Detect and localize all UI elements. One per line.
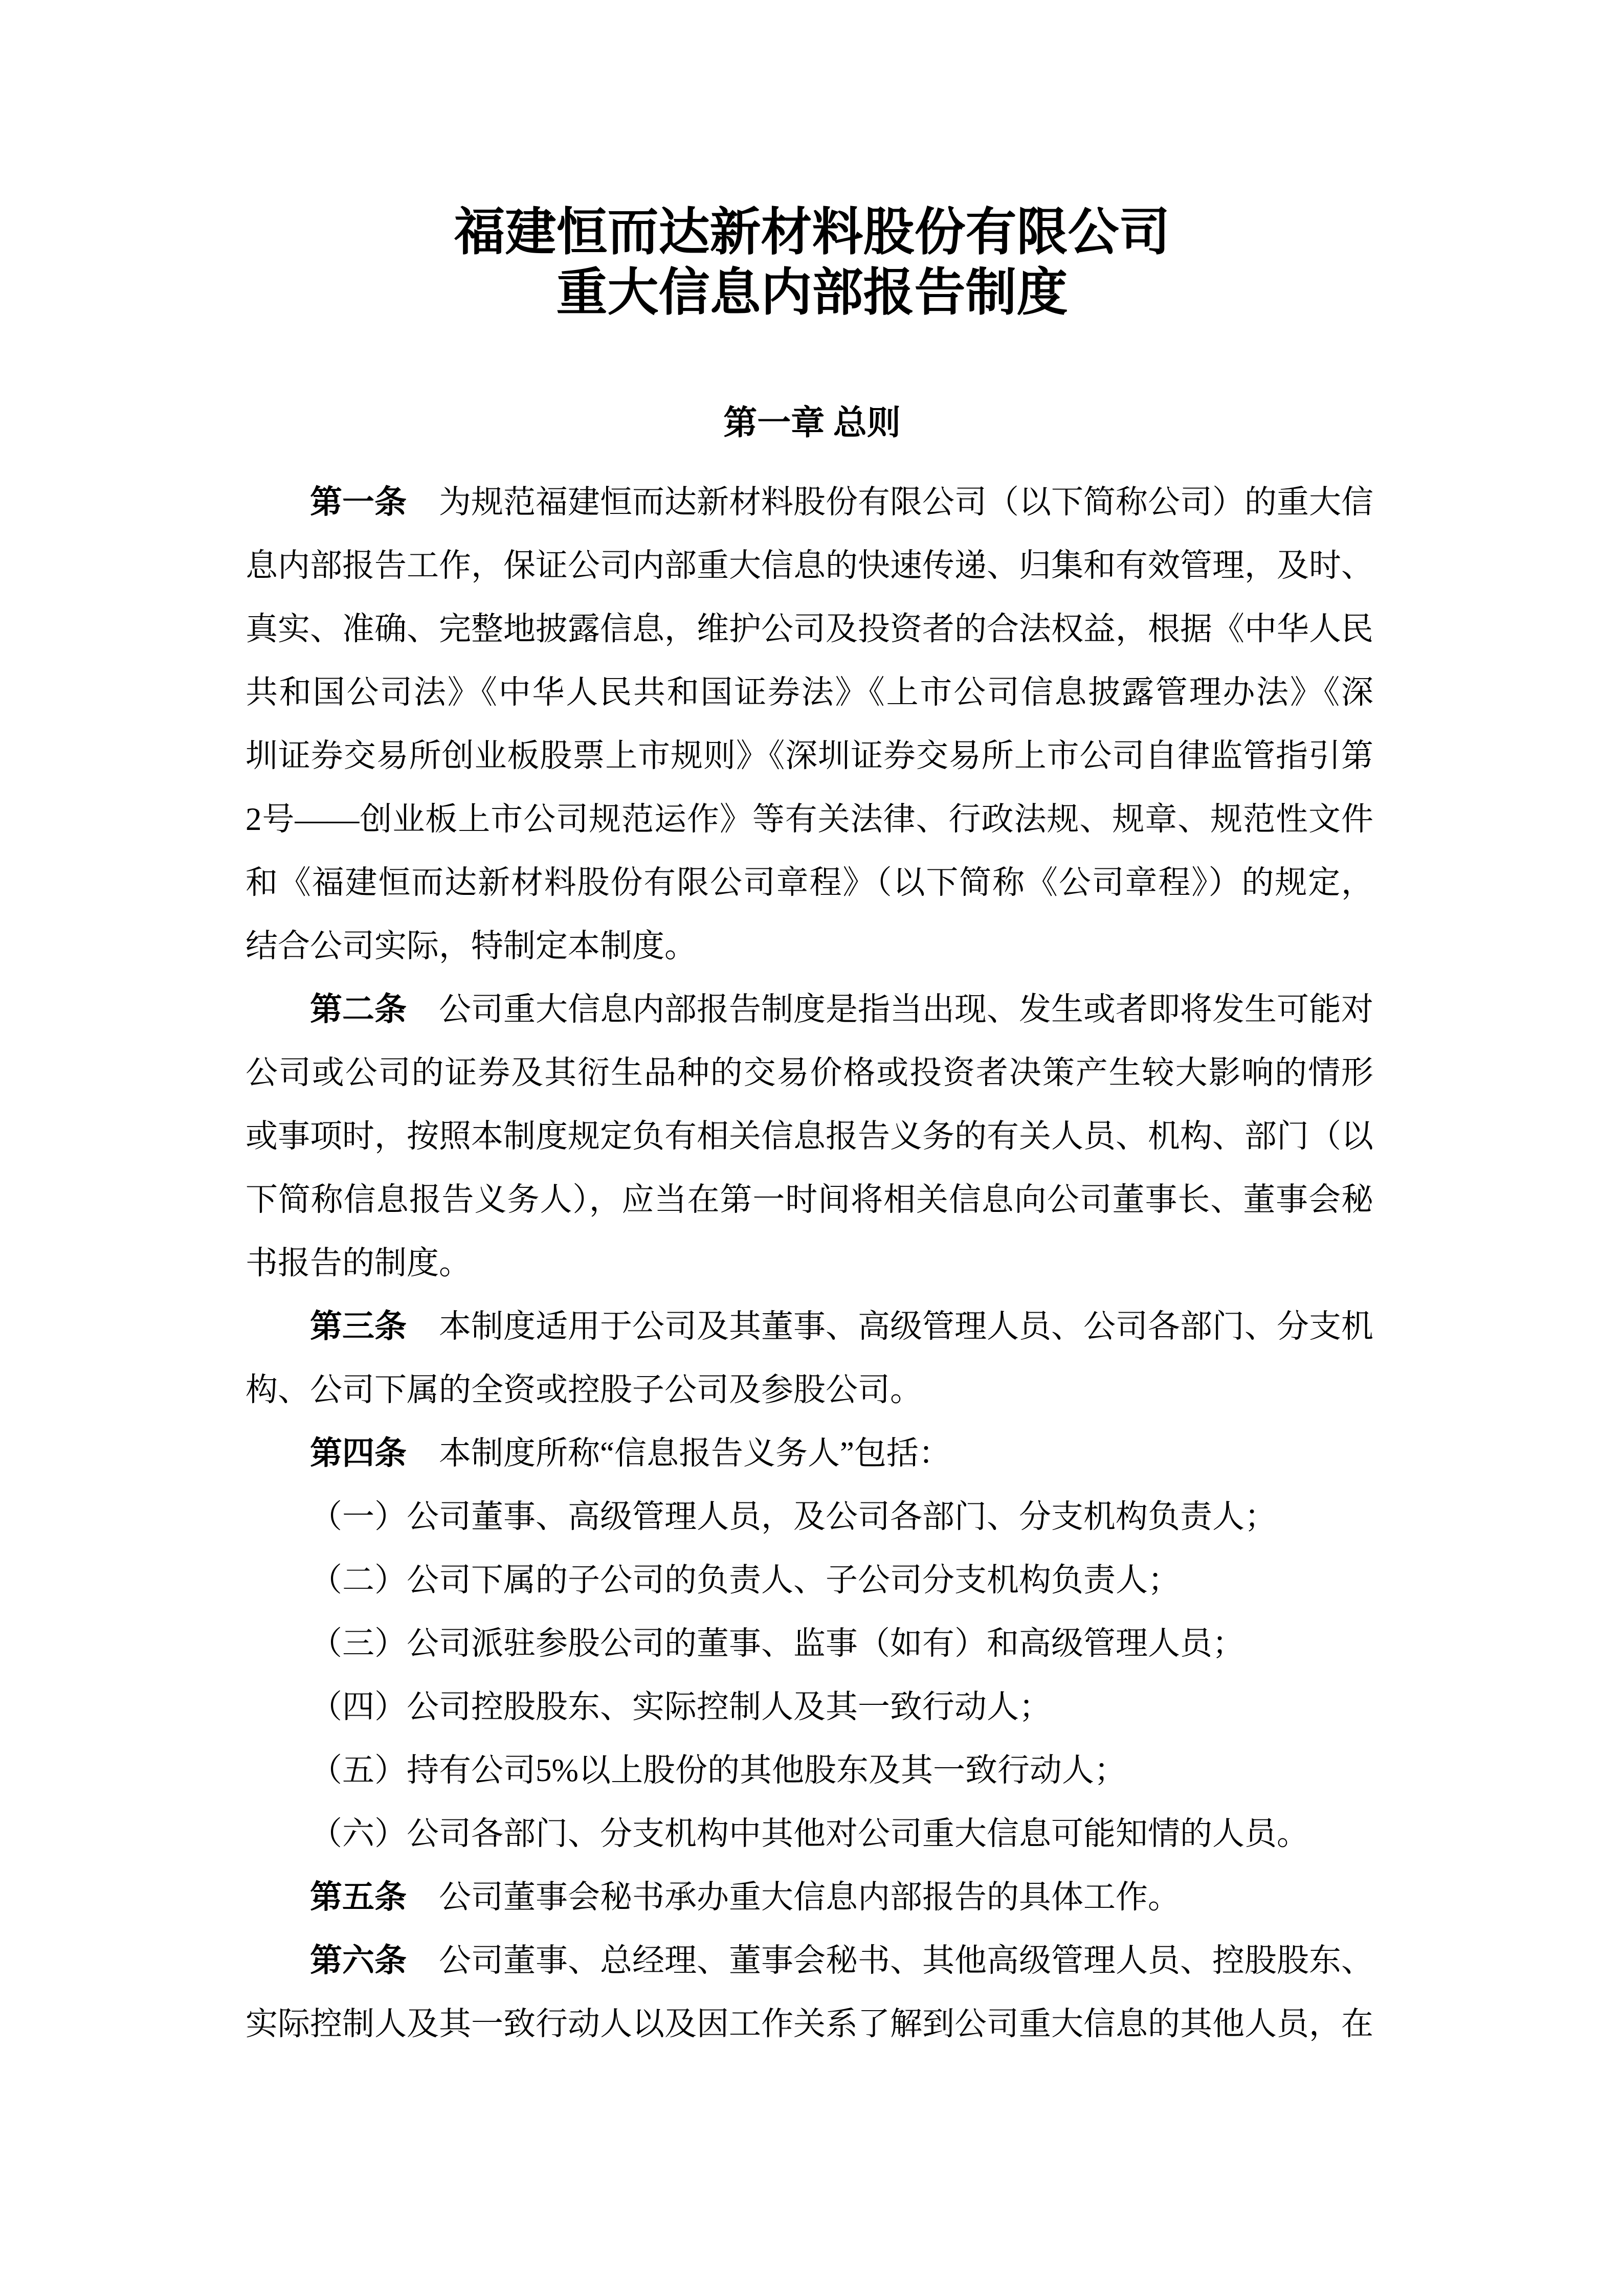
body-line xyxy=(246,914,1373,978)
body-line xyxy=(246,1802,1373,1865)
body-line xyxy=(246,661,1373,724)
body-line xyxy=(246,724,1373,787)
body-line xyxy=(246,1358,1373,1422)
body-line xyxy=(246,1485,1373,1548)
body-line-text: 公司董事会秘书承办重大信息内部报告的具体工作。 xyxy=(407,1879,1180,1915)
body-line xyxy=(246,1929,1373,1992)
body-line-text: （六）公司各部门、分支机构中其他对公司重大信息可能知情的人员。 xyxy=(310,1816,1309,1852)
body-line xyxy=(246,1865,1373,1929)
body-line xyxy=(246,1295,1373,1358)
document-title-company: 福建恒而达新材料股份有限公司 xyxy=(454,204,1170,261)
body-line-text: （四）公司控股股东、实际控制人及其一致行动人； xyxy=(310,1689,1051,1725)
body-line-text: 本制度适用于公司及其董事、高级管理人员、公司各部门、分支机 xyxy=(407,1309,1373,1344)
body-line-text: 构、公司下属的全资或控股子公司及参股公司。 xyxy=(246,1372,922,1408)
body-line-text: （二）公司下属的子公司的负责人、子公司分支机构负责人； xyxy=(310,1562,1180,1598)
body-line-text: 结合公司实际，特制定本制度。 xyxy=(246,928,697,964)
body-line-text: 公司重大信息内部报告制度是指当出现、发生或者即将发生可能对 xyxy=(407,992,1373,1027)
body-line xyxy=(246,1041,1373,1105)
article-label: 第二条 xyxy=(310,992,407,1027)
body-line xyxy=(246,597,1373,661)
body-line-text: （一）公司董事、高级管理人员，及公司各部门、分支机构负责人； xyxy=(310,1499,1277,1535)
body-line-text: 息内部报告工作，保证公司内部重大信息的快速传递、归集和有效管理，及时、 xyxy=(246,548,1373,583)
body-line xyxy=(246,534,1373,597)
body-line xyxy=(246,470,1373,534)
body-line-text: 或事项时，按照本制度规定负有相关信息报告义务的有关人员、机构、部门（以 xyxy=(246,1118,1373,1154)
body-line xyxy=(246,1739,1373,1802)
body-line xyxy=(246,851,1373,914)
body-line-text: 圳证券交易所创业板股票上市规则》《深圳证券交易所上市公司自律监管指引第 xyxy=(246,738,1373,774)
body-line-text: 2号——创业板上市公司规范运作》等有关法律、行政法规、规章、规范性文件 xyxy=(246,801,1373,837)
body-line xyxy=(246,978,1373,1041)
body-line-text: 下简称信息报告义务人），应当在第一时间将相关信息向公司董事长、董事会秘 xyxy=(246,1182,1373,1218)
body-line xyxy=(246,787,1373,851)
body-line-text: （三）公司派驻参股公司的董事、监事（如有）和高级管理人员； xyxy=(310,1626,1244,1661)
article-label: 第一条 xyxy=(310,484,407,520)
body-line-text: 和《福建恒而达新材料股份有限公司章程》（以下简称《公司章程》）的规定， xyxy=(246,865,1373,901)
body-line xyxy=(246,1422,1373,1485)
body-line xyxy=(246,1231,1373,1295)
body-line-text: 公司或公司的证券及其衍生品种的交易价格或投资者决策产生较大影响的情形 xyxy=(246,1055,1373,1091)
document-title-subject: 重大信息内部报告制度 xyxy=(556,264,1068,321)
body-line xyxy=(246,1992,1373,2056)
chapter-heading: 第一章 总则 xyxy=(723,404,901,442)
body-line xyxy=(246,1105,1373,1168)
body-line-text: 书报告的制度。 xyxy=(246,1245,471,1281)
document-body xyxy=(246,470,1373,2056)
body-line-text: 真实、准确、完整地披露信息，维护公司及投资者的合法权益，根据《中华人民 xyxy=(246,611,1373,647)
body-line-text: 实际控制人及其一致行动人以及因工作关系了解到公司重大信息的其他人员，在 xyxy=(246,2006,1373,2042)
body-line-text: 本制度所称“信息报告义务人”包括： xyxy=(407,1435,951,1471)
body-line xyxy=(246,1675,1373,1739)
body-line-text: 为规范福建恒而达新材料股份有限公司（以下简称公司）的重大信 xyxy=(407,484,1373,520)
body-line-text: 公司董事、总经理、董事会秘书、其他高级管理人员、控股股东、 xyxy=(407,1943,1373,1978)
article-label: 第四条 xyxy=(310,1435,407,1471)
body-line xyxy=(246,1168,1373,1231)
article-label: 第六条 xyxy=(310,1943,407,1978)
article-label: 第三条 xyxy=(310,1309,407,1344)
body-line-text: （五）持有公司5%以上股份的其他股东及其一致行动人； xyxy=(310,1752,1126,1788)
body-line-text: 共和国公司法》《中华人民共和国证券法》《上市公司信息披露管理办法》《深 xyxy=(246,674,1373,710)
article-label: 第五条 xyxy=(310,1879,407,1915)
body-line xyxy=(246,1548,1373,1612)
body-line xyxy=(246,1612,1373,1675)
